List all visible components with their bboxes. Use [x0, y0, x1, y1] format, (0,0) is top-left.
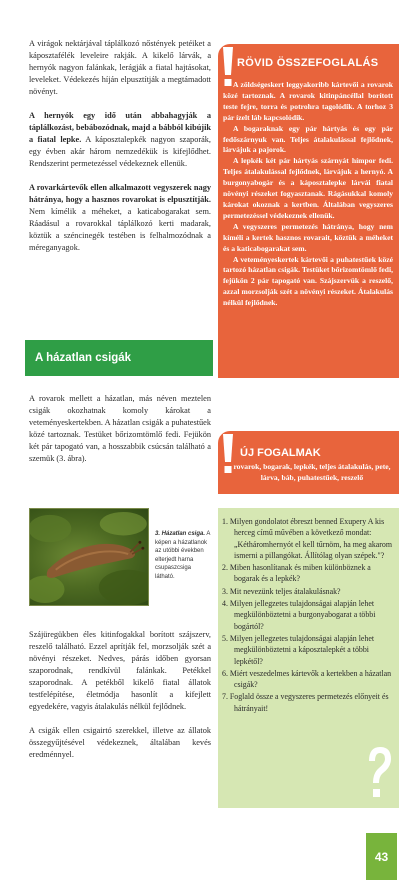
intro-paragraph-2 [29, 110, 211, 170]
summary-paragraph-3: A lepkék két pár hártyás szárnyát hímpor fedi. Teljes átalakulással fejlődnek, lárvájuk a hernyó. A burgonyabogár és a káposztalepke lárvái fiatal növényi részeket fogyasztanak. Rágásukkal komoly károkat okoznak a kertben. Általában vegyszeres permetezéssel védekeznek ellenük. [223, 156, 393, 220]
snail-details-column [29, 629, 211, 773]
intro-text-column [29, 38, 211, 266]
figure-caption-text: A képen a házatlanok az utóbbi években elterjedt harna csupaszcsiga látható. [155, 531, 211, 580]
question-list [222, 516, 394, 715]
question-item: 7. Foglald össze a vegyszeres permetezés előnyeit és hátrányait! [222, 692, 389, 713]
slug-illustration [30, 509, 148, 605]
snail-details-paragraph-1: Szájüregükben éles kitinfogakkal borított szájszerv, reszelő található. Ezzel aprítják fel, morzsolják szét a növényi részeket. Nedves, párás időben gyorsan szaporodnak, rendkívül falánkak. Petékkel szaporodnak. A petékből kikelő fiatal állatok testfelépítése, életmódja hasonlít a kifejlett egyedekére, vagyis átalakulás nélkül fejlődnek. [29, 630, 211, 711]
intro-paragraph-3-rest: Nem kímélik a méheket, a katicabogarakat sem. Ráadásul a rovarokkal táplálkozó kerti madarak, köztük a széncinegék testében is felhalmozódnak a méreganyagok. [29, 207, 211, 252]
question-item: 6. Miért veszedelmes kártevők a kertekben a házatlan csigák? [222, 668, 392, 690]
intro-paragraph-2-rest: A káposztalepkék nagyon szaporák, egy évben akár három nemzedékük is kifejlődhet. Rendszerint permetezéssel védekeznek ellenük. [29, 135, 212, 168]
summary-paragraph-1: A zöldségeskert leggyakoribb kártevői a rovarok közé tartoznak. A rovarok kitinpáncéllal borított teste fejre, torra és potrohra tagolódik. A torhoz 3 pár ízelt láb kapcsolódik. [223, 80, 393, 122]
question-item: 3. Mit nevezünk teljes átalakulásnak? [222, 586, 341, 596]
intro-paragraph-3 [29, 182, 211, 254]
question-mark-icon [365, 745, 393, 805]
question-item: 2. Miben hasonlítanak és miben különböznek a bogarak és a lepkék? [222, 563, 371, 584]
intro-paragraph-3-bold: A rovarkártevők ellen alkalmazott vegyszerek nagy hátránya, hogy a hasznos rovarokat is elpusztítják. [29, 183, 211, 204]
summary-paragraph-5: A veteményeskertek kártevői a puhatestűek közé tartozó házatlan csigák. Testüket bőrizomtömlő fedi, fejükön 2 pár tapogató van. Szájszervük a reszelő, azzal morzsolják szét a növényi részeket. Átalakulás nélkül fejlődnek. [223, 254, 393, 308]
question-item: 4. Milyen jellegzetes tulajdonságai alapján lehet megkülönböztetni a burgonyabogarat a többi bogártól? [222, 599, 376, 631]
page-number: 43 [366, 833, 397, 880]
figure-caption-label: 3. Házatlan csiga. [155, 531, 206, 537]
summary-paragraph-4: A vegyszeres permetezés hátránya, hogy nem kíméli a kertek hasznos rovarait, köztük a méheket és a katicabogarakat sem. [223, 221, 393, 253]
intro-paragraph-1: A virágok nektárjával táplálkozó nőstények petéiket a káposztafélék leveleire rakják. A kikelő lárvák, a hernyók nagyon falánkak, lerágják a fiatal hajtásokat, leveleket. Védekezés híján elpusztítják a megtámadott növényt. [29, 39, 211, 96]
new-concepts-list: rovarok, bogarak, lepkék, teljes átalakulás, pete, lárva, báb, puhatestűek, reszelő [233, 462, 391, 482]
section-heading-banner [25, 340, 213, 376]
summary-paragraph-2: A bogaraknak egy pár hártyás és egy pár fedőszárnyuk van. Teljes átalakulással fejlődnek, lárvájuk a pajorok. [223, 123, 393, 155]
question-item: 5. Milyen jellegzetes tulajdonságai alapján lehet megkülönböztetni a káposztalepkét a többi lepkétől? [222, 633, 375, 666]
figure-caption [155, 530, 212, 581]
snail-intro-paragraph: A rovarok mellett a házatlan, más néven meztelen csigák okozhatnak komoly károkat a veteményeskertekben. A házatlan csigák a puhatestűek közé tartoznak. Testüket bőrizomtömlő fedi. Fejükön két pár tapogató van, a hosszabbik csúcsán található a szemük (3. ábra). [29, 394, 211, 463]
snail-details-paragraph-2: A csigák ellen csigairtó szerekkel, illetve az állatok összegyűjtésével védekeznek, általában kevés eredménnyel. [29, 726, 211, 759]
new-concepts-title: ÚJ FOGALMAK [240, 447, 321, 459]
intro-paragraph-2-bold: A hernyók egy idő után abbahagyják a táplálkozást, bebábozódnak, majd a bábból kibújik a fiatal lepke. [29, 111, 211, 144]
summary-text [223, 80, 393, 309]
slug-photo [29, 508, 149, 606]
question-item: 1. Milyen gondolatot ébreszt benned Exupery A kis herceg című művében a következő mondat: „Kétháromhernyót el kell tűrnöm, ha meg akarom ismerni a pillangókat. Állítólag olyan szépek."? [222, 517, 392, 560]
summary-title: RÖVID ÖSSZEFOGLALÁS [237, 57, 379, 69]
section-heading: A házatlan csigák [35, 352, 132, 364]
